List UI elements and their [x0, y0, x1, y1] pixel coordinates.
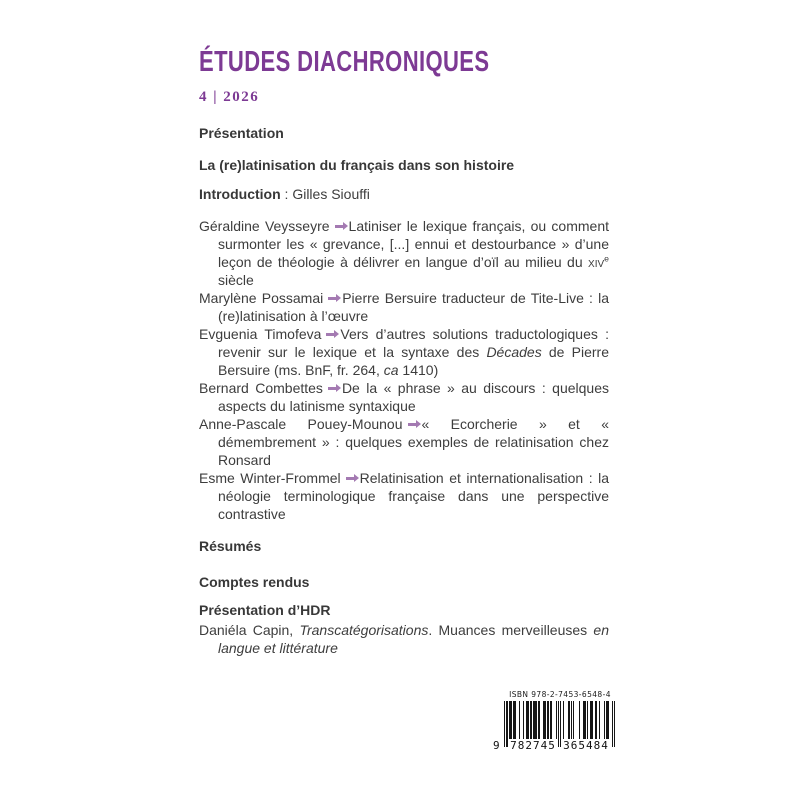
entry-author: Anne-Pascale Pouey-Mounou [199, 416, 403, 432]
ean-group-2: 365484 [563, 739, 609, 752]
entry-author: Bernard Combettes [199, 380, 323, 396]
right-arrow-icon [335, 225, 343, 228]
text-segment: en langue et littérature [218, 622, 609, 656]
text-segment: Vers d’autres solutions traductologiques : revenir sur le lexique et la syntaxe des [218, 326, 609, 360]
toc-entry [199, 415, 609, 469]
text-segment: xiv [588, 254, 605, 270]
right-arrow-icon [328, 297, 336, 300]
toc-entry [199, 325, 609, 379]
ean-group-1: 782745 [510, 739, 556, 752]
toc-entry [199, 379, 609, 415]
toc-entry [199, 469, 609, 523]
section-heading-hdr: Présentation d’HDR [199, 602, 331, 618]
right-arrow-icon [326, 333, 334, 336]
toc-entry [199, 217, 609, 289]
text-segment: Décades [486, 344, 542, 360]
entry-author: Evguenia Timofeva [199, 326, 322, 342]
introduction-line [199, 187, 609, 202]
isbn-label: ISBN 978-2-7453-6548-4 [509, 690, 611, 699]
text-segment: siècle [218, 272, 254, 288]
text-segment: . Muances merveilleuses [428, 622, 594, 638]
text-segment: e [604, 253, 609, 264]
cover-text-column [199, 48, 609, 657]
right-arrow-icon [328, 387, 336, 390]
text-segment: « Ecorcherie » et « démembrement » : quelques exemples de relatinisation chez Ronsard [218, 416, 609, 468]
dossier-title: La (re)latinisation du français dans son histoire [199, 157, 515, 173]
introduction-author: : Gilles Siouffi [280, 186, 370, 202]
article-list [199, 217, 609, 523]
introduction-label: Introduction [199, 186, 281, 202]
toc-entry [199, 289, 609, 325]
hdr-entry [199, 621, 609, 657]
text-segment: Relatinisation et internationalisation : la néologie terminologique française dans une perspective contrastive [218, 470, 610, 522]
barcode-digits [493, 739, 616, 752]
text-segment: 1410) [398, 362, 439, 378]
text-segment: de Pierre Bersuire (ms. BnF, fr. 264, [218, 344, 610, 378]
journal-title-text: ÉTUDES DIACHRONIQUES [199, 46, 490, 78]
issue-number: 4 | 2026 [199, 89, 260, 105]
right-arrow-icon [346, 477, 354, 480]
text-segment: Transcatégorisations [299, 622, 429, 638]
text-segment: De la « phrase » au discours : quelques aspects du latinisme syntaxique [218, 380, 609, 414]
section-heading-presentation: Présentation [199, 125, 284, 141]
entry-author: Géraldine Veysseyre [199, 218, 330, 234]
section-heading-resumes: Résumés [199, 538, 262, 554]
text-segment: Latiniser le lexique français, ou comment surmonter les « grevance, [...] ennui et destourbance » d’une leçon de théologie à délivrer en langue d’oïl au milieu du [218, 218, 609, 270]
section-heading-comptes-rendus: Comptes rendus [199, 574, 310, 590]
isbn-barcode [493, 690, 616, 752]
text-segment: Pierre Bersuire traducteur de Tite-Live : la (re)latinisation à l’œuvre [218, 290, 609, 324]
text-segment: ca [383, 362, 399, 378]
ean-left-digit: 9 [493, 739, 500, 752]
journal-title [199, 48, 609, 76]
entry-author: Esme Winter-Frommel [199, 470, 341, 486]
text-segment: Daniéla Capin, [199, 622, 300, 638]
entry-author: Marylène Possamai [199, 290, 324, 306]
right-arrow-icon [408, 423, 416, 426]
